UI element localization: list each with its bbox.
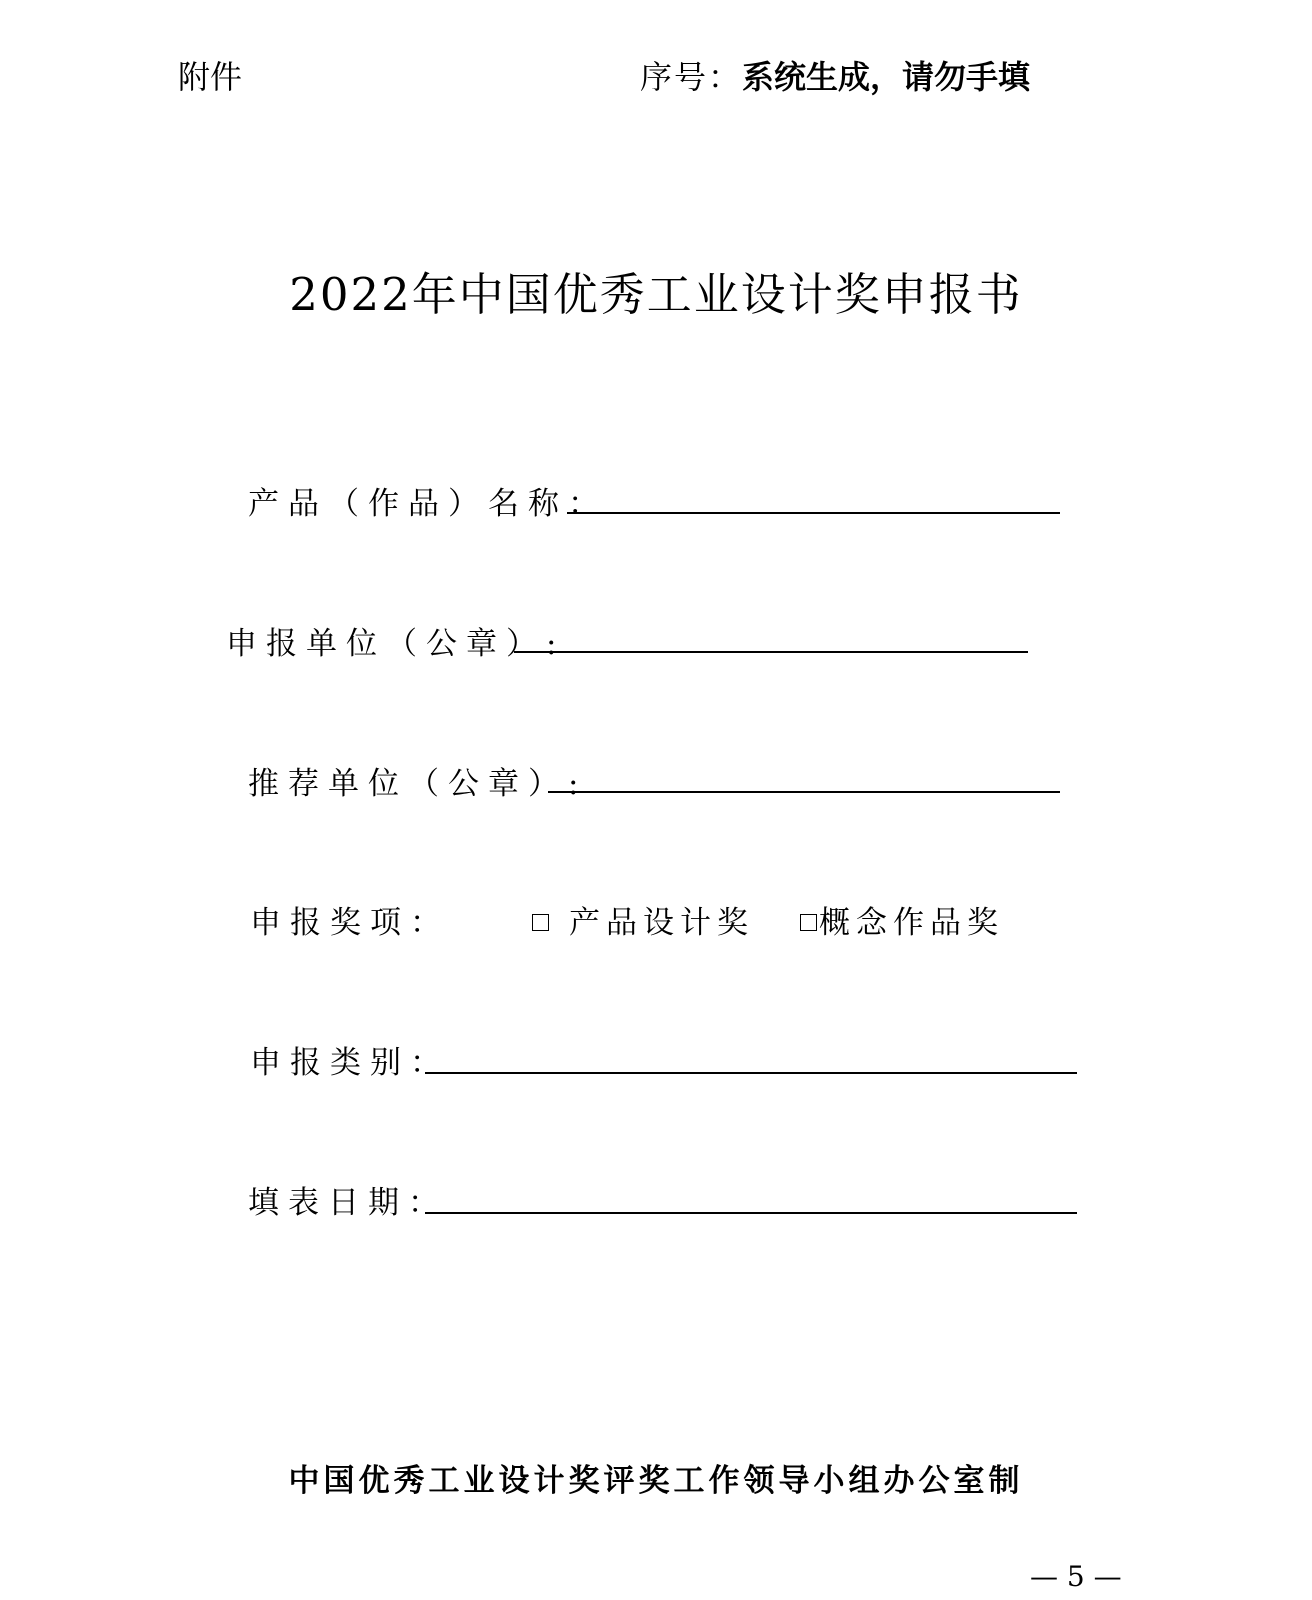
award-type-label: 申报奖项： [250, 905, 450, 941]
award-option-concept-work[interactable] [800, 897, 1004, 942]
document-title: 2022年中国优秀工业设计奖申报书 [289, 268, 1023, 321]
category-field[interactable] [425, 1072, 1077, 1074]
serial-number-value: 系统生成，请勿手填 [742, 58, 1031, 96]
recommending-unit-field[interactable] [548, 791, 1060, 793]
recommending-unit-label: 推荐单位（公章）: [248, 766, 588, 802]
product-design-checkbox[interactable] [532, 914, 549, 931]
product-name-label: 产品（作品）名称： [248, 486, 608, 522]
concept-work-checkbox[interactable] [800, 914, 817, 931]
applicant-unit-field[interactable] [514, 651, 1028, 653]
product-design-label: 产品设计奖 [569, 905, 754, 941]
product-name-field[interactable] [567, 512, 1060, 514]
fill-date-field[interactable] [425, 1212, 1077, 1214]
applicant-unit-label: 申报单位（公章）: [226, 626, 566, 662]
award-option-product-design[interactable] [532, 897, 754, 942]
category-label: 申报类别： [250, 1045, 450, 1081]
serial-number [640, 52, 1030, 98]
footer-organization: 中国优秀工业设计奖评奖工作领导小组办公室制 [288, 1463, 1024, 1499]
page-number: — 5 — [1030, 1560, 1122, 1593]
concept-work-label: 概念作品奖 [819, 905, 1004, 941]
serial-number-label: 序号： [640, 58, 743, 96]
fill-date-label: 填表日期： [248, 1185, 448, 1221]
attachment-label: 附件 [178, 58, 243, 96]
